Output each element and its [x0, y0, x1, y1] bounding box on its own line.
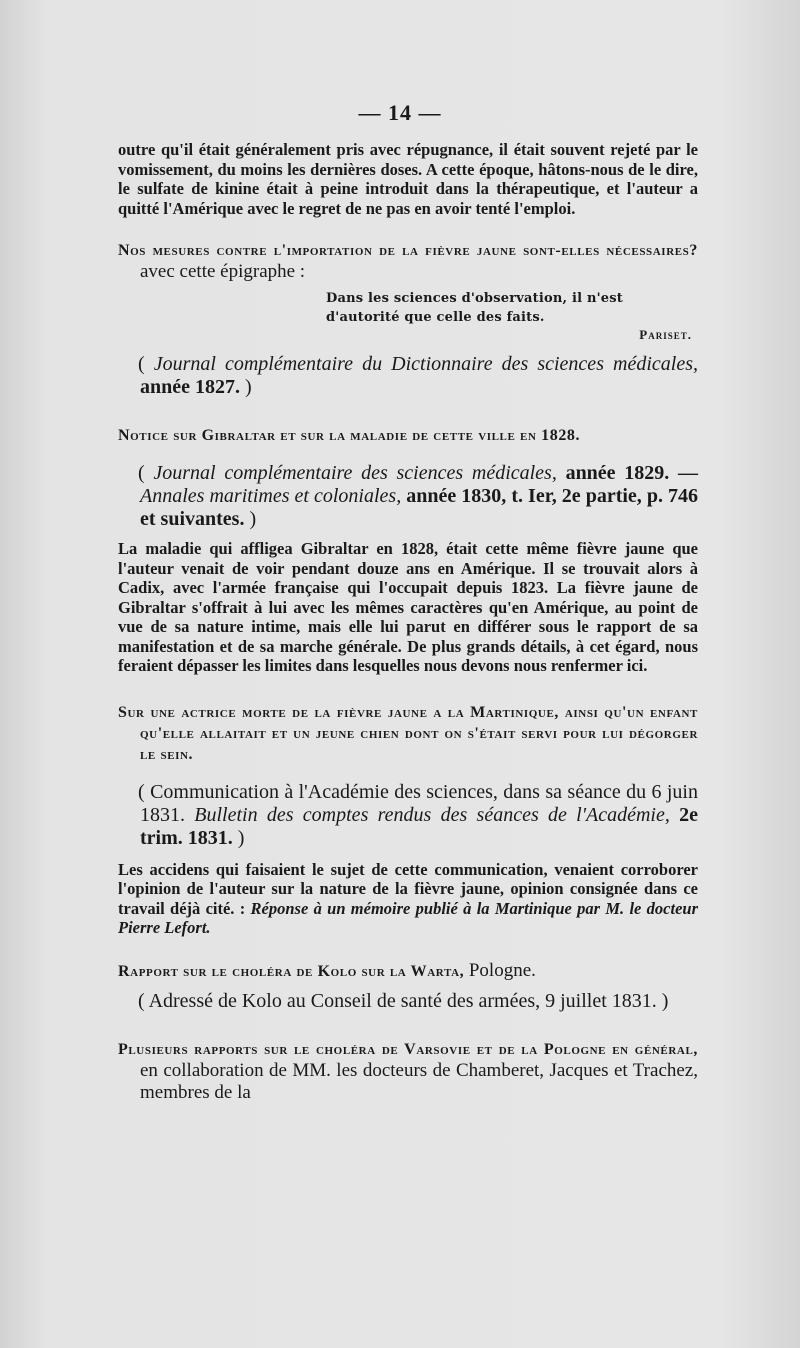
entry2-body: La maladie qui affligea Gibraltar en 1828, était cette même fièvre jaune que l'auteur venait de voir pendant douze ans en Amérique. Il se trouvait alors à Cadix, avec l'armée française qui l'occupait depuis 1823. La fièvre jaune de Gibraltar s'offrait à lui avec les mêmes caractères qu'en Amérique, au point de vue de sa nature intime, mais elle lui parut en différer sous le rapport de sa manifestation et de sa marche générale. De plus grands détails, à cet égard, nous feraient dépasser les limites dans lesquelles nous devons nous renfermer ici. — [118, 539, 698, 675]
entry2-heading: Notice sur Gibraltar et sur la maladie de cette ville en 1828. — [118, 427, 581, 444]
epigraph: Dans les sciences d'observation, il n'est d'autorité que celle des faits. — [326, 291, 623, 325]
entry3-source-communication: Communication à l'Académie des sciences, dans sa séance du 6 juin 1831. — [140, 780, 698, 826]
entry3-body-text: Les accidens qui faisaient le sujet de cette communication, venaient corroborer l'opinion de l'auteur sur la nature de la fièvre jaune, opinion consignée dans ce travail déjà cité. : — [118, 859, 698, 918]
entry4-heading-text: Rapport sur le choléra de Kolo sur la Warta, — [118, 962, 465, 980]
entry1-heading-tail: avec cette épigraphe : — [140, 261, 306, 282]
entry3-source: ( Communication à l'Académie des sciences, dans sa séance du 6 juin 1831. Bulletin des comptes rendus des séances de l'Académie, 2e trim. 1831. ) — [138, 780, 699, 849]
page-number: — 14 — — [358, 100, 442, 125]
entry1-source-year: année 1827. — [140, 376, 240, 398]
entry1-heading — [118, 240, 698, 283]
entry1-source: ( Journal complémentaire du Dictionnaire des sciences médicales, année 1827. ) — [138, 353, 698, 398]
intro-paragraph: outre qu'il était généralement pris avec répugnance, il était souvent rejeté par le vomissement, du moins les dernières doses. A cette époque, hâtons-nous de le dire, le sulfate de kinine était à peine introduit dans la thérapeutique, et l'auteur a quitté l'Amérique avec le regret de ne pas en avoir tenté l'emploi. — [118, 140, 698, 218]
entry2-source-year: année 1829. — — [565, 462, 698, 484]
entry4-heading-tail: Pologne. — [468, 959, 536, 981]
epigraph-author: Pariset. — [639, 327, 692, 342]
entry4-heading — [118, 960, 698, 982]
entry5-heading-tail: en collaboration de MM. les docteurs de Chamberet, Jacques et Trachez, membres de la — [140, 1059, 698, 1103]
entry2-source: ( Journal complémentaire des sciences médicales, année 1829. — Annales maritimes et coloniales, année 1830, t. Ier, 2e partie, p. 746 et suivantes. ) — [138, 462, 698, 530]
entry2-source-journal: Journal complémentaire des sciences médicales, — [153, 462, 557, 484]
entry1-source-journal: Journal complémentaire du Dictionnaire des sciences médicales, — [153, 353, 698, 375]
entry2-source-details: année 1830, t. Ier, 2e partie, p. 746 et suivantes. — [140, 485, 698, 530]
entry5-heading — [118, 1039, 698, 1104]
entry3-heading: Sur une actrice morte de la fièvre jaune a la Martinique, ainsi qu'un enfant qu'elle allaitait et un jeune chien dont on s'était servi pour lui dégorger le sein. — [118, 703, 698, 763]
entry4-source: ( Adressé de Kolo au Conseil de santé des armées, 9 juillet 1831. ) — [138, 989, 669, 1012]
entry4-source-text: Adressé de Kolo au Conseil de santé des armées, 9 juillet 1831. — [148, 989, 657, 1012]
entry3-body — [118, 860, 698, 938]
entry3-body-reference: Réponse à un mémoire publié à la Martinique par M. le docteur Pierre Lefort. — [118, 898, 699, 937]
entry3-source-trim: 2e trim. 1831. — [140, 803, 699, 849]
entry2-source-annales: Annales maritimes et coloniales, — [140, 485, 402, 507]
entry3-source-bulletin: Bulletin des comptes rendus des séances de l'Académie, — [194, 803, 670, 826]
page-content — [118, 140, 698, 1104]
entry5-heading-text: Plusieurs rapports sur le choléra de Varsovie et de la Pologne en général, — [118, 1040, 698, 1058]
entry1-heading-text: Nos mesures contre l'importation de la fièvre jaune sont-elles nécessaires? — [118, 242, 698, 259]
